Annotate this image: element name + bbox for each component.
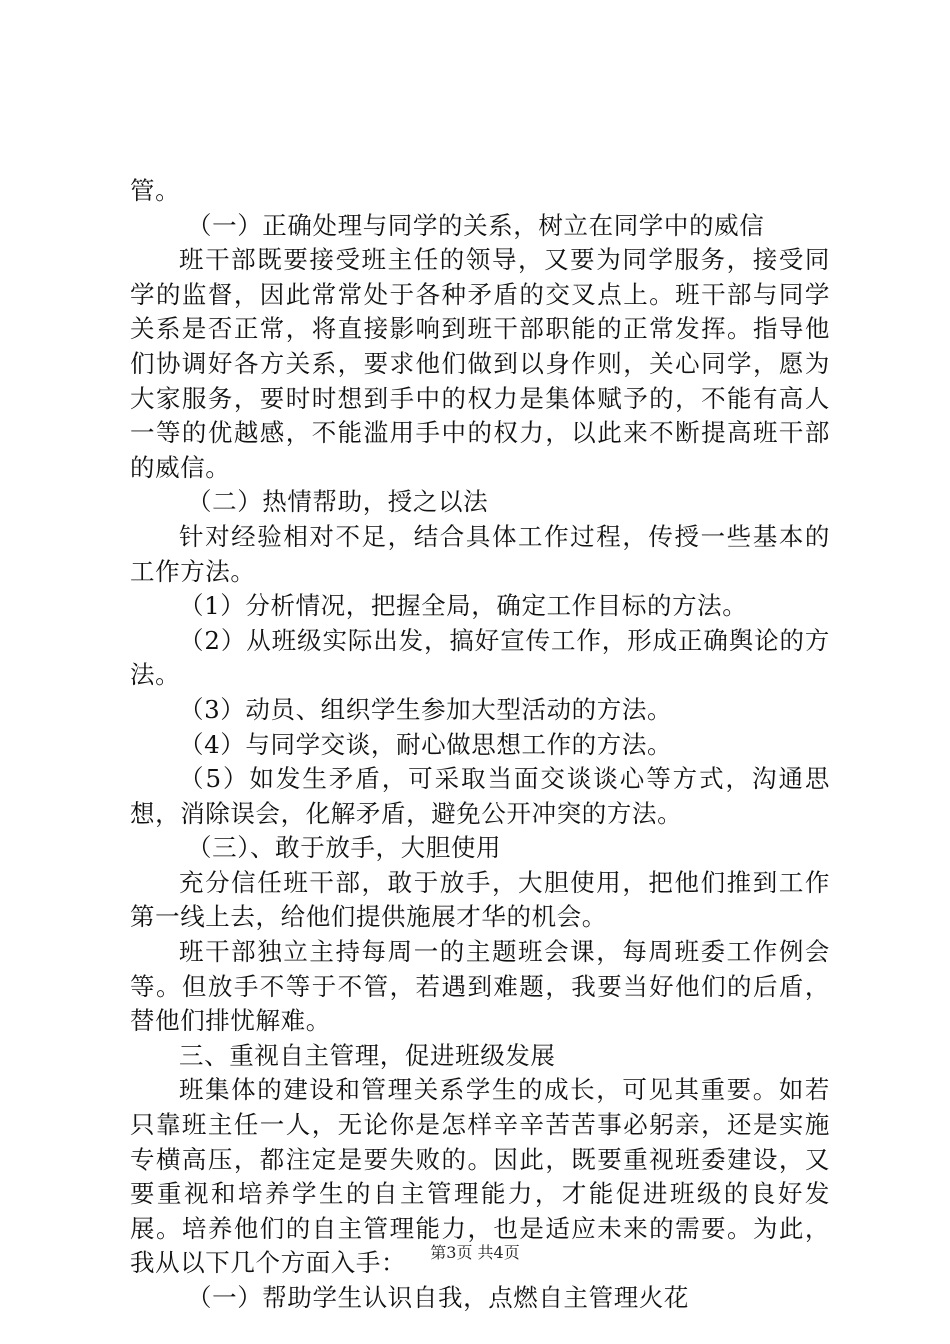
document-body xyxy=(130,174,830,1316)
list-item: （4）与同学交谈，耐心做思想工作的方法。 xyxy=(179,729,673,759)
section-heading-2: （二）热情帮助，授之以法 xyxy=(187,487,489,517)
list-item: （5）如发生矛盾，可采取当面交谈谈心等方式，沟通思想，消除误会，化解矛盾，避免公开冲突的方法。 xyxy=(130,764,830,828)
list-item: （1）分析情况，把握全局，确定工作目标的方法。 xyxy=(179,591,748,621)
page-footer: 第3页 共4页 xyxy=(430,1243,520,1262)
chapter-heading: 三、重视自主管理，促进班级发展 xyxy=(179,1040,556,1070)
paragraph-continuation: 管。 xyxy=(130,176,181,205)
section-heading-3: （三）、敢于放手，大胆使用 xyxy=(187,833,502,863)
paragraph: 充分信任班干部，敢于放手，大胆使用，把他们推到工作第一线上去，给他们提供施展才华的机会。 xyxy=(130,867,830,932)
paragraph: 班集体的建设和管理关系学生的成长，可见其重要。如若只靠班主任一人，无论你是怎样辛辛苦苦事必躬亲，还是实施专横高压，都注定是要失败的。因此，既要重视班委建设，又要重视和培养学生的自主管理能力，才能促进班级的良好发展。培养他们的自主管理能力，也是适应未来的需要。为此，我从以下几个方面入手： xyxy=(130,1075,830,1278)
paragraph: 针对经验相对不足，结合具体工作过程，传授一些基本的工作方法。 xyxy=(130,521,830,586)
list-item: （3）动员、组织学生参加大型活动的方法。 xyxy=(179,694,673,724)
list-item: （2）从班级实际出发，搞好宣传工作，形成正确舆论的方法。 xyxy=(130,625,830,690)
paragraph: 班干部既要接受班主任的领导，又要为同学服务，接受同学的监督，因此常常处于各种矛盾的交叉点上。班干部与同学关系是否正常，将直接影响到班干部职能的正常发挥。指导他们协调好各方关系，要求他们做到以身作则，关心同学，愿为大家服务，要时时想到手中的权力是集体赋予的，不能有高人一等的优越感，不能滥用手中的权力，以此来不断提高班干部的威信。 xyxy=(130,245,830,482)
paragraph: 班干部独立主持每周一的主题班会课，每周班委工作例会等。但放手不等于不管，若遇到难题，我要当好他们的后盾，替他们排忧解难。 xyxy=(130,937,830,1036)
section-heading-4: （一）帮助学生认识自我，点燃自主管理火花 xyxy=(187,1283,689,1312)
section-heading-1: （一）正确处理与同学的关系，树立在同学中的威信 xyxy=(187,210,765,240)
